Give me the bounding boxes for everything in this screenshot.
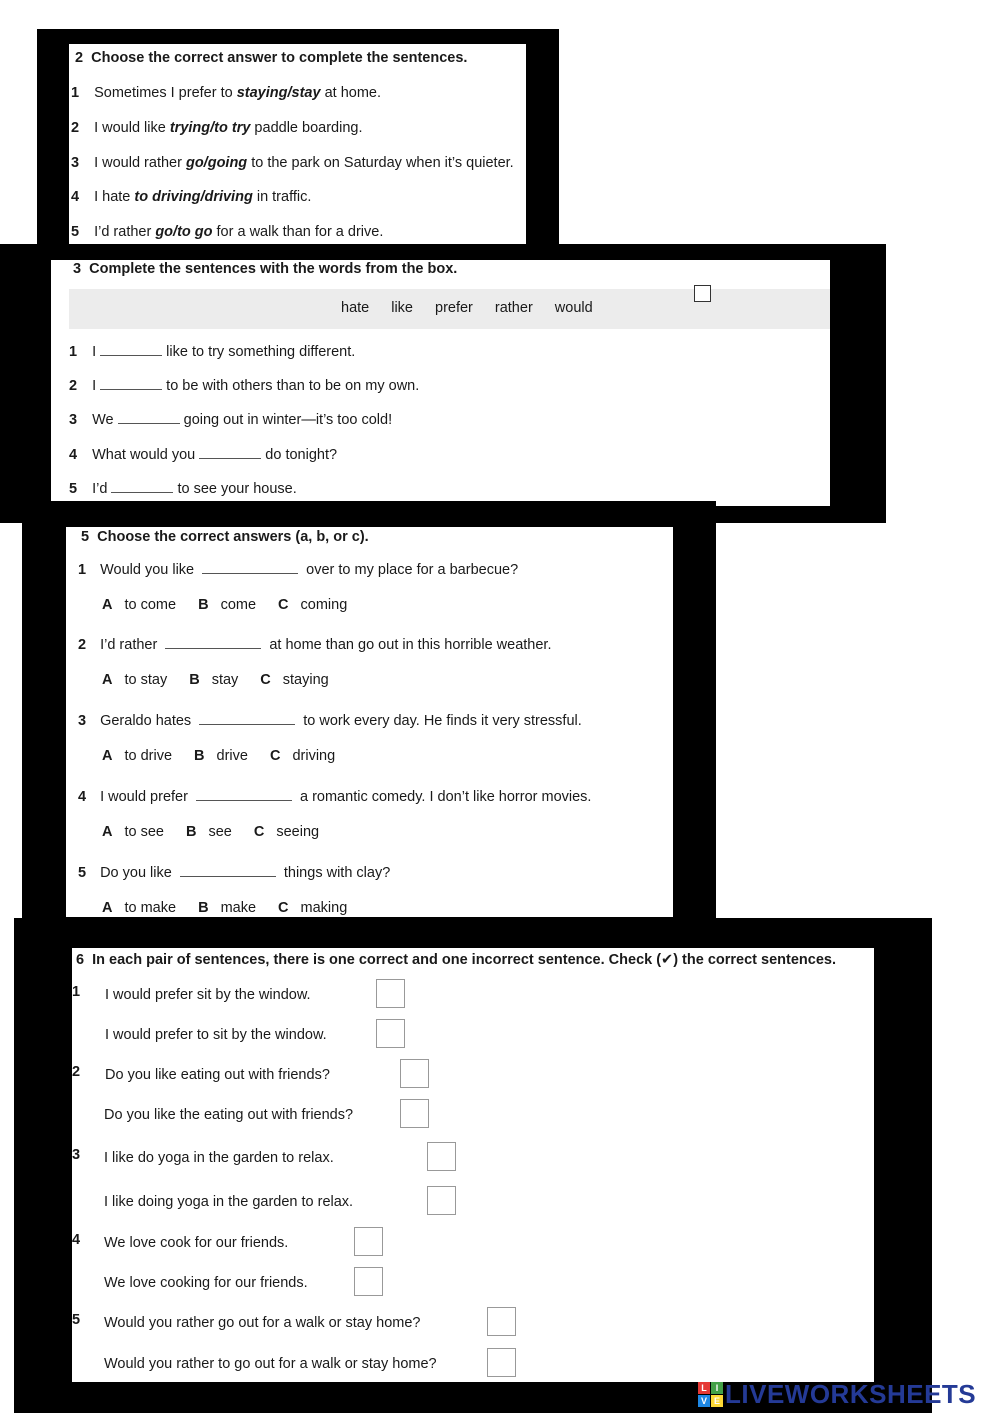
option-letter: A	[102, 597, 113, 613]
exercise-number: 3	[73, 261, 82, 277]
exercise-5-title	[81, 528, 369, 546]
sentence-text: I would like	[94, 120, 170, 136]
exercise-instruction: Choose the correct answer to complete the sentences.	[91, 50, 468, 66]
sentence-text: I would rather	[94, 155, 186, 171]
sentence-a: Would you rather go out for a walk or stay home?	[104, 1315, 421, 1331]
question-text: over to my place for a barbecue?	[302, 562, 519, 578]
exercise-6-title	[76, 951, 836, 969]
item-number: 1	[71, 85, 80, 101]
option-letter: A	[102, 672, 113, 688]
logo-tile: I	[711, 1382, 723, 1394]
question-text: Geraldo hates	[100, 713, 196, 729]
sentence-text: What would you	[92, 447, 200, 463]
exercise-3-title	[73, 260, 457, 278]
option-text: drive	[216, 748, 248, 764]
option-a[interactable]	[102, 824, 186, 840]
liveworksheets-logo	[698, 1380, 976, 1408]
option-a[interactable]	[102, 672, 189, 688]
sentence-row	[71, 84, 381, 102]
option-c[interactable]	[260, 672, 350, 688]
check-box-b[interactable]	[354, 1267, 383, 1296]
sentence-a: Do you like eating out with friends?	[105, 1067, 330, 1083]
item-number: 4	[71, 189, 80, 205]
option-letter: B	[194, 748, 205, 764]
question-text: Do you like	[100, 865, 176, 881]
sentence-row	[69, 411, 392, 429]
option-c[interactable]	[278, 900, 369, 916]
word-hate[interactable]: hate	[341, 300, 370, 316]
option-a[interactable]	[102, 597, 198, 613]
sentence-a: I would prefer sit by the window.	[105, 987, 311, 1003]
sentence-row	[69, 343, 355, 361]
pair-number: 4	[72, 1232, 81, 1248]
option-letter: B	[198, 900, 209, 916]
exercise-instruction: Complete the sentences with the words from the box.	[89, 261, 458, 277]
option-letter: A	[102, 900, 113, 916]
sentence-text: I	[92, 344, 101, 360]
option-letter: C	[269, 748, 281, 764]
item-number: 2	[71, 120, 80, 136]
word-would[interactable]: would	[554, 300, 593, 316]
item-number: 3	[78, 713, 87, 729]
check-box-a[interactable]	[427, 1142, 456, 1171]
sentence-row	[71, 188, 311, 206]
answer-blank[interactable]	[165, 636, 261, 649]
question-text: a romantic comedy. I don’t like horror movies.	[295, 789, 592, 805]
options-row	[102, 671, 351, 689]
sentence-text: paddle boarding.	[250, 120, 363, 136]
sentence-text: I’d rather	[94, 224, 156, 240]
option-letter: A	[102, 748, 113, 764]
answer-blank[interactable]	[196, 788, 292, 801]
sentence-text: I hate	[94, 189, 135, 205]
sentence-b: Do you like the eating out with friends?	[104, 1107, 354, 1123]
sentence-text: to see your house.	[173, 481, 297, 497]
item-number: 1	[78, 562, 87, 578]
logo-mark	[698, 1382, 723, 1407]
check-box-a[interactable]	[376, 979, 405, 1008]
exercise-2-panel	[69, 44, 526, 244]
option-b[interactable]	[198, 597, 278, 613]
sentence-text: I	[92, 378, 101, 394]
question-text: things with clay?	[279, 865, 391, 881]
answer-blank[interactable]	[100, 377, 162, 390]
pair-number: 5	[72, 1312, 81, 1328]
option-b[interactable]	[189, 672, 260, 688]
question-row	[78, 788, 591, 806]
sentence-row	[69, 377, 419, 395]
options-row	[102, 596, 369, 614]
sentence-text: We	[92, 412, 118, 428]
option-a[interactable]	[102, 748, 194, 764]
word-rather[interactable]: rather	[494, 300, 533, 316]
word-box-checkbox[interactable]	[694, 285, 711, 302]
answer-blank[interactable]	[111, 480, 173, 493]
item-number: 5	[71, 224, 80, 240]
option-text: seeing	[276, 824, 320, 840]
sentence-b: We love cooking for our friends.	[104, 1275, 308, 1291]
logo-text: LIVEWORKSHEETS	[725, 1378, 977, 1409]
item-number: 3	[69, 412, 78, 428]
question-row	[78, 561, 518, 579]
item-number: 2	[78, 637, 87, 653]
item-number: 1	[69, 344, 78, 360]
option-c[interactable]	[254, 824, 341, 840]
sentence-text: to the park on Saturday when it’s quieter.	[247, 155, 514, 171]
check-box-b[interactable]	[487, 1348, 516, 1377]
option-letter: B	[189, 672, 200, 688]
sentence-row	[71, 119, 362, 137]
pair-number: 2	[72, 1064, 81, 1080]
sentence-text: I’d	[92, 481, 112, 497]
sentence-text: in traffic.	[252, 189, 312, 205]
word-box	[69, 289, 830, 329]
option-letter: C	[278, 900, 289, 916]
sentence-text: going out in winter—it’s too cold!	[179, 412, 393, 428]
check-box-a[interactable]	[487, 1307, 516, 1336]
option-letter: A	[102, 824, 113, 840]
item-number: 5	[78, 865, 87, 881]
answer-blank[interactable]	[202, 561, 298, 574]
options-row	[102, 823, 341, 841]
check-box-b[interactable]	[427, 1186, 456, 1215]
sentence-a: We love cook for our friends.	[104, 1235, 289, 1251]
pair-number: 3	[72, 1147, 81, 1163]
sentence-text: do tonight?	[261, 447, 338, 463]
option-text: to come	[124, 597, 177, 613]
sentence-text: Sometimes I prefer to	[94, 85, 237, 101]
check-box-b[interactable]	[376, 1019, 405, 1048]
option-letter: C	[253, 824, 265, 840]
sentence-text: like to try something different.	[162, 344, 356, 360]
item-number: 4	[69, 447, 78, 463]
sentence-a: I like do yoga in the garden to relax.	[104, 1150, 334, 1166]
logo-tile: E	[711, 1395, 723, 1407]
option-letter: B	[198, 597, 209, 613]
question-row	[78, 636, 551, 654]
pair-number: 1	[72, 984, 81, 1000]
word-like[interactable]: like	[391, 300, 413, 316]
logo-tile: L	[698, 1382, 710, 1394]
sentence-row	[69, 446, 337, 464]
check-box-a[interactable]	[354, 1227, 383, 1256]
option-text: staying	[282, 672, 329, 688]
sentence-b: I would prefer to sit by the window.	[105, 1027, 327, 1043]
answer-blank[interactable]	[180, 864, 276, 877]
option-text: to make	[124, 900, 177, 916]
exercise-number: 6	[76, 952, 85, 968]
options-row	[102, 899, 369, 917]
sentence-text: for a walk than for a drive.	[212, 224, 384, 240]
sentence-b: Would you rather to go out for a walk or stay home?	[104, 1356, 437, 1372]
exercise-number: 5	[81, 529, 90, 545]
question-row	[78, 712, 582, 730]
options-row	[102, 747, 357, 765]
answer-blank[interactable]	[118, 411, 180, 424]
answer-choice[interactable]: go/going	[185, 155, 248, 171]
exercise-instruction: Choose the correct answers (a, b, or c).	[97, 529, 369, 545]
option-letter: B	[185, 824, 197, 840]
option-text: making	[300, 900, 348, 916]
answer-blank[interactable]	[199, 712, 295, 725]
exercise-3-panel	[51, 260, 830, 506]
item-number: 4	[78, 789, 87, 805]
check-box-b[interactable]	[400, 1099, 429, 1128]
option-text: to drive	[124, 748, 173, 764]
option-text: coming	[300, 597, 348, 613]
option-text: make	[220, 900, 257, 916]
option-text: see	[208, 824, 232, 840]
option-text: to see	[124, 824, 164, 840]
sentence-text: at home.	[320, 85, 381, 101]
word-prefer[interactable]: prefer	[435, 300, 473, 316]
option-text: come	[220, 597, 257, 613]
answer-blank[interactable]	[199, 446, 261, 459]
option-b[interactable]	[186, 824, 254, 840]
option-letter: C	[260, 672, 271, 688]
question-text: I’d rather	[100, 637, 162, 653]
option-a[interactable]	[102, 900, 198, 916]
answer-blank[interactable]	[100, 343, 162, 356]
option-letter: C	[278, 597, 289, 613]
exercise-6-panel	[72, 948, 874, 1382]
item-number: 3	[71, 155, 80, 171]
answer-choice[interactable]: to driving/driving	[134, 189, 253, 205]
answer-choice[interactable]: go/to go	[155, 224, 213, 240]
sentence-row	[71, 154, 514, 172]
exercise-5-panel	[66, 527, 673, 917]
answer-choice[interactable]: staying/stay	[236, 85, 321, 101]
option-c[interactable]	[278, 597, 369, 613]
answer-choice[interactable]: trying/to try	[169, 120, 251, 136]
option-text: to stay	[124, 672, 168, 688]
question-text: Would you like	[100, 562, 199, 578]
sentence-b: I like doing yoga in the garden to relax.	[104, 1194, 354, 1210]
option-text: driving	[292, 748, 336, 764]
option-text: stay	[211, 672, 239, 688]
option-b[interactable]	[198, 900, 278, 916]
sentence-text: to be with others than to be on my own.	[162, 378, 420, 394]
item-number: 5	[69, 481, 78, 497]
sentence-row	[69, 480, 297, 498]
question-row	[78, 864, 390, 882]
exercise-2-title	[75, 49, 467, 67]
question-text: at home than go out in this horrible weather.	[265, 637, 552, 653]
check-box-a[interactable]	[400, 1059, 429, 1088]
logo-tile: V	[698, 1395, 710, 1407]
question-text: I would prefer	[100, 789, 192, 805]
option-c[interactable]	[270, 748, 357, 764]
question-text: to work every day. He finds it very stressful.	[299, 713, 582, 729]
exercise-instruction: In each pair of sentences, there is one correct and one incorrect sentence. Check (✔) the correct sentences.	[92, 952, 836, 968]
sentence-row	[71, 223, 383, 241]
exercise-number: 2	[75, 50, 84, 66]
option-b[interactable]	[194, 748, 270, 764]
item-number: 2	[69, 378, 78, 394]
